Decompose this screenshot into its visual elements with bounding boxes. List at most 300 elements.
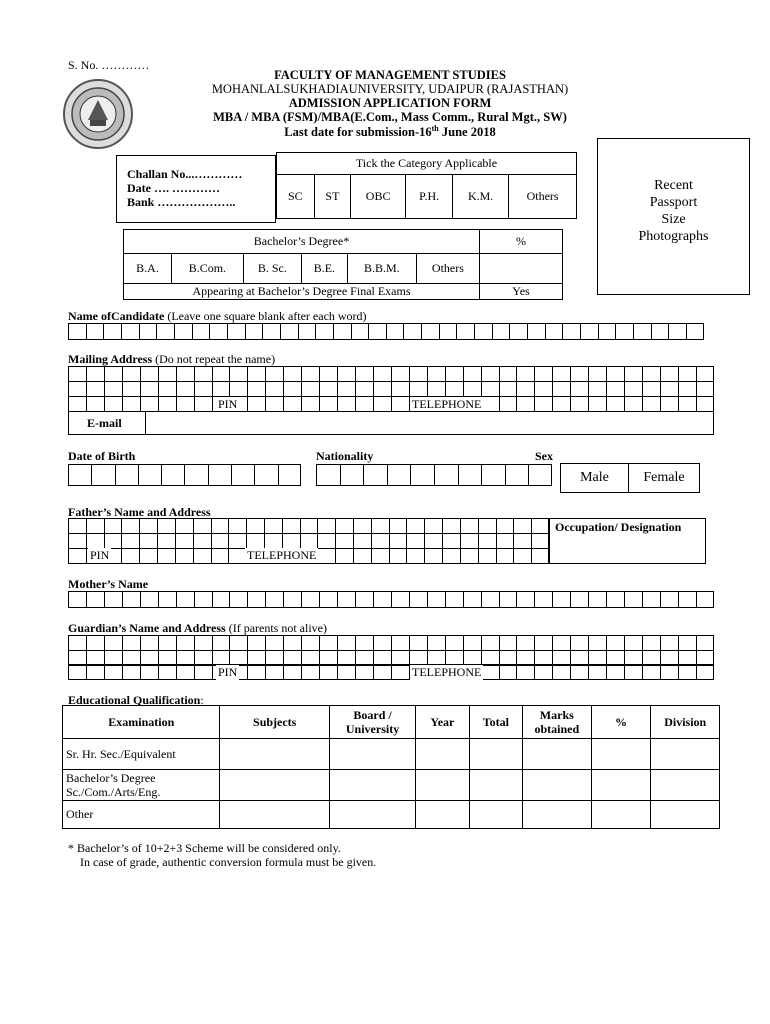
char-box[interactable] [368,323,386,340]
char-box[interactable] [391,635,409,651]
char-box[interactable] [247,664,265,680]
char-box[interactable] [194,396,212,412]
char-box[interactable] [391,366,409,382]
guardian-address-row1[interactable] [68,635,714,651]
char-box[interactable] [115,464,138,486]
char-box[interactable] [86,635,104,651]
char-box[interactable] [386,323,404,340]
char-box[interactable] [642,664,660,680]
char-box[interactable] [463,635,481,651]
char-box[interactable] [534,591,552,608]
char-box[interactable] [481,366,499,382]
char-box[interactable] [86,366,104,382]
category-others[interactable]: Others [509,175,577,219]
char-box[interactable] [624,366,642,382]
char-box[interactable] [104,533,122,549]
char-box[interactable] [463,591,481,608]
category-obc[interactable]: OBC [351,175,406,219]
char-box[interactable] [355,381,373,397]
char-box[interactable] [194,366,212,382]
char-box[interactable] [86,381,104,397]
char-box[interactable] [588,591,606,608]
char-box[interactable] [516,635,534,651]
char-box[interactable] [478,533,496,549]
bachelor-percent[interactable]: % [480,230,563,254]
char-box[interactable] [335,533,353,549]
char-box[interactable] [445,591,463,608]
char-box[interactable] [265,396,283,412]
char-box[interactable] [231,464,254,486]
char-box[interactable] [478,548,496,564]
mailing-address-row3[interactable] [68,396,714,412]
char-box[interactable] [176,664,194,680]
char-box[interactable] [86,518,104,534]
char-box[interactable] [678,366,696,382]
char-box[interactable] [262,323,280,340]
char-box[interactable] [228,533,246,549]
char-box[interactable] [229,381,247,397]
char-box[interactable] [355,635,373,651]
char-box[interactable] [104,664,122,680]
char-box[interactable] [463,366,481,382]
char-box[interactable] [139,518,157,534]
char-box[interactable] [193,518,211,534]
char-box[interactable] [298,323,316,340]
char-box[interactable] [534,366,552,382]
char-box[interactable] [158,396,176,412]
char-box[interactable] [208,464,231,486]
char-box[interactable] [481,635,499,651]
char-box[interactable] [678,591,696,608]
char-box[interactable] [300,533,318,549]
char-box[interactable] [527,323,545,340]
char-box[interactable] [192,323,210,340]
char-box[interactable] [122,635,140,651]
char-box[interactable] [175,548,193,564]
char-box[interactable] [678,664,696,680]
char-box[interactable] [337,366,355,382]
char-box[interactable] [254,464,277,486]
char-box[interactable] [678,381,696,397]
char-box[interactable] [606,591,624,608]
char-box[interactable] [282,533,300,549]
char-box[interactable] [247,591,265,608]
char-box[interactable] [373,591,391,608]
char-box[interactable] [351,323,369,340]
char-box[interactable] [353,548,371,564]
degree-bsc[interactable]: B. Sc. [243,254,301,284]
char-box[interactable] [158,664,176,680]
char-box[interactable] [580,323,598,340]
char-box[interactable] [427,635,445,651]
char-box[interactable] [516,664,534,680]
char-box[interactable] [410,464,434,486]
char-box[interactable] [439,323,457,340]
char-box[interactable] [247,396,265,412]
char-box[interactable] [174,323,192,340]
char-box[interactable] [264,533,282,549]
char-box[interactable] [406,518,424,534]
char-box[interactable] [283,591,301,608]
char-box[interactable] [319,381,337,397]
char-box[interactable] [606,381,624,397]
nationality-boxes[interactable] [316,464,552,486]
candidate-name-boxes[interactable] [68,323,704,340]
char-box[interactable] [212,591,230,608]
char-box[interactable] [570,366,588,382]
char-box[interactable] [460,548,478,564]
char-box[interactable] [122,381,140,397]
char-box[interactable] [122,396,140,412]
char-box[interactable] [588,635,606,651]
char-box[interactable] [496,518,514,534]
char-box[interactable] [265,664,283,680]
char-box[interactable] [513,548,531,564]
char-box[interactable] [624,635,642,651]
char-box[interactable] [406,533,424,549]
char-box[interactable] [474,323,492,340]
char-box[interactable] [642,381,660,397]
char-box[interactable] [193,548,211,564]
char-box[interactable] [442,533,460,549]
char-box[interactable] [228,518,246,534]
char-box[interactable] [265,381,283,397]
char-box[interactable] [516,591,534,608]
char-box[interactable] [588,366,606,382]
char-box[interactable] [194,664,212,680]
char-box[interactable] [409,366,427,382]
char-box[interactable] [282,518,300,534]
char-box[interactable] [212,381,230,397]
char-box[interactable] [606,396,624,412]
char-box[interactable] [442,548,460,564]
char-box[interactable] [319,635,337,651]
father-address-row1[interactable] [68,518,549,534]
char-box[interactable] [246,533,264,549]
category-ph[interactable]: P.H. [406,175,453,219]
char-box[interactable] [247,381,265,397]
char-box[interactable] [363,464,387,486]
char-box[interactable] [391,381,409,397]
char-box[interactable] [176,381,194,397]
char-box[interactable] [211,518,229,534]
char-box[interactable] [264,518,282,534]
char-box[interactable] [335,518,353,534]
char-box[interactable] [445,366,463,382]
char-box[interactable] [373,635,391,651]
char-box[interactable] [317,548,335,564]
category-st[interactable]: ST [314,175,350,219]
char-box[interactable] [513,518,531,534]
char-box[interactable] [463,381,481,397]
char-box[interactable] [424,518,442,534]
char-box[interactable] [499,664,517,680]
char-box[interactable] [458,464,482,486]
char-box[interactable] [283,635,301,651]
char-box[interactable] [229,366,247,382]
char-box[interactable] [161,464,184,486]
char-box[interactable] [651,323,669,340]
char-box[interactable] [534,635,552,651]
char-box[interactable] [371,518,389,534]
char-box[interactable] [696,664,714,680]
char-box[interactable] [176,396,194,412]
category-sc[interactable]: SC [277,175,315,219]
char-box[interactable] [427,381,445,397]
char-box[interactable] [552,366,570,382]
char-box[interactable] [481,381,499,397]
char-box[interactable] [317,533,335,549]
char-box[interactable] [211,548,229,564]
category-km[interactable]: K.M. [453,175,509,219]
mailing-address-row2[interactable] [68,381,714,397]
char-box[interactable] [317,518,335,534]
char-box[interactable] [513,533,531,549]
char-box[interactable] [642,396,660,412]
char-box[interactable] [68,323,86,340]
char-box[interactable] [668,323,686,340]
char-box[interactable] [371,548,389,564]
char-box[interactable] [696,591,714,608]
char-box[interactable] [193,533,211,549]
char-box[interactable] [434,464,458,486]
char-box[interactable] [333,323,351,340]
char-box[interactable] [409,381,427,397]
char-box[interactable] [389,518,407,534]
char-box[interactable] [227,323,245,340]
char-box[interactable] [516,366,534,382]
char-box[interactable] [68,396,86,412]
char-box[interactable] [335,548,353,564]
char-box[interactable] [86,533,104,549]
char-box[interactable] [445,635,463,651]
char-box[interactable] [121,548,139,564]
degree-ba[interactable]: B.A. [124,254,172,284]
email-field[interactable] [68,411,714,435]
char-box[interactable] [642,635,660,651]
char-box[interactable] [194,381,212,397]
char-box[interactable] [570,591,588,608]
char-box[interactable] [570,664,588,680]
char-box[interactable] [460,533,478,549]
char-box[interactable] [409,591,427,608]
char-box[interactable] [531,533,549,549]
char-box[interactable] [678,635,696,651]
char-box[interactable] [68,591,86,608]
char-box[interactable] [104,396,122,412]
char-box[interactable] [531,518,549,534]
char-box[interactable] [301,396,319,412]
char-box[interactable] [442,518,460,534]
char-box[interactable] [499,381,517,397]
char-box[interactable] [660,591,678,608]
char-box[interactable] [496,533,514,549]
char-box[interactable] [319,591,337,608]
char-box[interactable] [265,635,283,651]
char-box[interactable] [301,635,319,651]
char-box[interactable] [391,396,409,412]
char-box[interactable] [562,323,580,340]
char-box[interactable] [156,323,174,340]
char-box[interactable] [660,635,678,651]
char-box[interactable] [528,464,552,486]
char-box[interactable] [624,396,642,412]
char-box[interactable] [391,664,409,680]
char-box[interactable] [545,323,563,340]
char-box[interactable] [516,381,534,397]
char-box[interactable] [140,381,158,397]
char-box[interactable] [606,664,624,680]
char-box[interactable] [373,664,391,680]
char-box[interactable] [86,591,104,608]
char-box[interactable] [301,381,319,397]
char-box[interactable] [121,533,139,549]
char-box[interactable] [445,381,463,397]
char-box[interactable] [642,366,660,382]
char-box[interactable] [265,366,283,382]
char-box[interactable] [531,548,549,564]
char-box[interactable] [389,548,407,564]
char-box[interactable] [211,533,229,549]
char-box[interactable] [534,664,552,680]
char-box[interactable] [176,366,194,382]
char-box[interactable] [424,548,442,564]
char-box[interactable] [509,323,527,340]
char-box[interactable] [373,396,391,412]
char-box[interactable] [319,664,337,680]
char-box[interactable] [552,664,570,680]
char-box[interactable] [158,591,176,608]
char-box[interactable] [606,635,624,651]
char-box[interactable] [499,396,517,412]
char-box[interactable] [278,464,301,486]
char-box[interactable] [355,591,373,608]
char-box[interactable] [496,548,514,564]
char-box[interactable] [283,381,301,397]
char-box[interactable] [104,518,122,534]
char-box[interactable] [122,591,140,608]
char-box[interactable] [68,664,86,680]
mailing-address-row1[interactable] [68,366,714,382]
char-box[interactable] [624,591,642,608]
char-box[interactable] [228,548,246,564]
char-box[interactable] [516,396,534,412]
char-box[interactable] [301,366,319,382]
char-box[interactable] [104,381,122,397]
char-box[interactable] [588,664,606,680]
char-box[interactable] [229,591,247,608]
char-box[interactable] [615,323,633,340]
appearing-yes[interactable]: Yes [480,284,563,300]
char-box[interactable] [696,381,714,397]
char-box[interactable] [337,591,355,608]
char-box[interactable] [588,396,606,412]
char-box[interactable] [427,591,445,608]
char-box[interactable] [421,323,439,340]
char-box[interactable] [355,366,373,382]
char-box[interactable] [68,548,86,564]
char-box[interactable] [624,381,642,397]
char-box[interactable] [139,548,157,564]
char-box[interactable] [534,396,552,412]
char-box[interactable] [104,366,122,382]
char-box[interactable] [319,366,337,382]
char-box[interactable] [184,464,207,486]
char-box[interactable] [534,381,552,397]
char-box[interactable] [337,635,355,651]
degree-be[interactable]: B.E. [301,254,347,284]
char-box[interactable] [68,533,86,549]
char-box[interactable] [139,533,157,549]
char-box[interactable] [86,323,104,340]
char-box[interactable] [606,366,624,382]
char-box[interactable] [280,323,298,340]
char-box[interactable] [355,396,373,412]
char-box[interactable] [552,591,570,608]
char-box[interactable] [492,323,510,340]
char-box[interactable] [245,323,263,340]
char-box[interactable] [660,396,678,412]
char-box[interactable] [660,381,678,397]
char-box[interactable] [68,381,86,397]
char-box[interactable] [696,396,714,412]
char-box[interactable] [68,366,86,382]
char-box[interactable] [505,464,529,486]
char-box[interactable] [552,396,570,412]
char-box[interactable] [624,664,642,680]
char-box[interactable] [194,635,212,651]
char-box[interactable] [570,635,588,651]
char-box[interactable] [319,396,337,412]
char-box[interactable] [403,323,421,340]
char-box[interactable] [175,518,193,534]
char-box[interactable] [122,366,140,382]
char-box[interactable] [68,518,86,534]
char-box[interactable] [642,591,660,608]
char-box[interactable] [68,464,91,486]
char-box[interactable] [301,591,319,608]
char-box[interactable] [121,518,139,534]
char-box[interactable] [283,366,301,382]
degree-others[interactable]: Others [416,254,479,284]
char-box[interactable] [598,323,616,340]
char-box[interactable] [316,464,340,486]
char-box[interactable] [337,381,355,397]
char-box[interactable] [406,548,424,564]
char-box[interactable] [481,464,505,486]
char-box[interactable] [175,533,193,549]
char-box[interactable] [340,464,364,486]
char-box[interactable] [212,635,230,651]
char-box[interactable] [686,323,704,340]
char-box[interactable] [212,366,230,382]
char-box[interactable] [427,366,445,382]
char-box[interactable] [373,366,391,382]
char-box[interactable] [481,591,499,608]
char-box[interactable] [140,396,158,412]
father-address-row2[interactable] [68,533,549,549]
mother-name-boxes[interactable] [68,591,714,608]
char-box[interactable] [460,518,478,534]
char-box[interactable] [633,323,651,340]
char-box[interactable] [247,366,265,382]
char-box[interactable] [353,533,371,549]
char-box[interactable] [140,664,158,680]
char-box[interactable] [103,323,121,340]
char-box[interactable] [158,635,176,651]
char-box[interactable] [391,591,409,608]
char-box[interactable] [121,323,139,340]
